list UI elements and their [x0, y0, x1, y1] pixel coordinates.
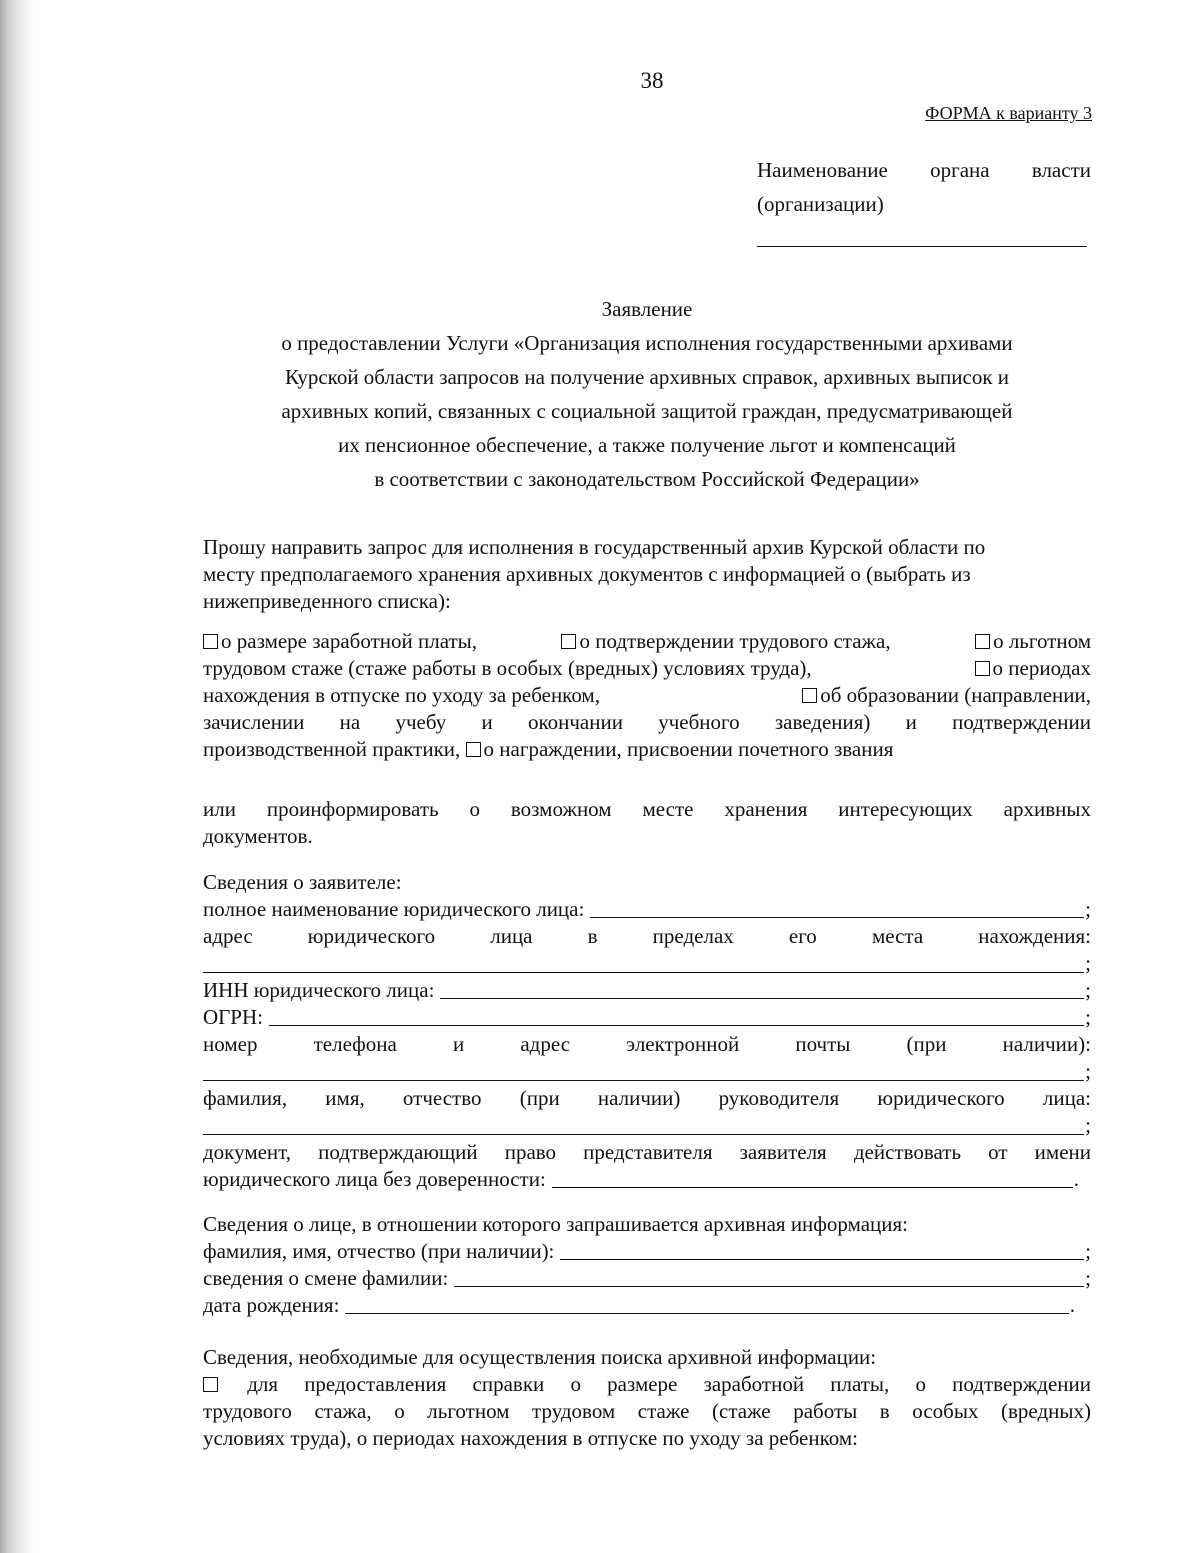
authority-word: власти [1031, 158, 1091, 182]
option-label: нахождения в отпуске по уходу за ребенком, [203, 683, 600, 707]
form-label: ФОРМА к варианту 3 [925, 103, 1092, 123]
title-line: в соответствии с законодательством Российской Федерации» [374, 467, 920, 491]
title-line: о предоставлении Услуги «Организация исполнения государственными архивами [281, 331, 1013, 355]
work-experience-checkbox[interactable] [561, 634, 576, 649]
option-label: трудовом стаже (стаже работы в особых (вредных) условиях труда), [203, 656, 812, 680]
head-label: фамилия, имя, отчество (при наличии) руководителя юридического лица: [203, 1086, 1091, 1110]
authority-word: Наименование [757, 158, 888, 182]
subject-heading: Сведения о лице, в отношении которого запрашивается архивная информация: [203, 1212, 909, 1236]
subject-section: Сведения о лице, в отношении которого запрашивается архивная информация: фамилия, имя, отчество (при наличии): ; сведения о смене фамилии: ; дата рождения: . [203, 1212, 1091, 1317]
fio-field[interactable] [560, 1258, 1084, 1260]
authority-doc-label-2: юридического лица без доверенности: [203, 1167, 546, 1191]
option-label: о периодах [992, 656, 1091, 680]
inn-label: ИНН юридического лица: [203, 978, 435, 1002]
option-label: о награждении, присвоении почетного звания [483, 737, 894, 761]
authority-word: органа [930, 158, 990, 182]
scan-edge-shadow [0, 0, 34, 1553]
request-line: нижеприведенного списка): [203, 589, 451, 613]
page-number: 38 [640, 68, 664, 93]
ogrn-label: ОГРН: [203, 1005, 263, 1029]
option-label: производственной практики, [203, 737, 461, 761]
full-name-label: полное наименование юридического лица: [203, 897, 585, 921]
full-name-field[interactable] [590, 916, 1084, 918]
birth-date-field[interactable] [345, 1312, 1068, 1314]
inform-line: документов. [203, 824, 313, 848]
option-label: об образовании (направлении, [820, 683, 1091, 707]
salary-checkbox[interactable] [203, 634, 218, 649]
inn-field[interactable] [440, 997, 1084, 999]
authority-name-block [757, 153, 1091, 221]
preferential-experience-checkbox[interactable] [975, 634, 990, 649]
search-line: трудового стажа, о льготном трудовом стаже (стаже работы в особых (вредных) [203, 1399, 1091, 1423]
surname-change-field[interactable] [454, 1285, 1084, 1287]
option-label: о подтверждении трудового стажа, [579, 629, 891, 653]
title-line: Курской области запросов на получение архивных справок, архивных выписок и [284, 365, 1010, 389]
option-label: о льготном [993, 629, 1091, 653]
authority-doc-label: документ, подтверждающий право представителя заявителя действовать от имени [203, 1140, 1091, 1164]
applicant-section: Сведения о заявителе: полное наименование юридического лица: ; адрес юридического лица в пределах его места нахождения: ; ИНН юридического лица: ; ОГРН: ; номер телефона и адрес электронной почты (при наличии): ; фамилия, имя, отчество (при наличии) руководителя юридического лица: ; документ, подтверждающий право представителя заявителя действовать от имени юридического лица без доверенности: . [203, 870, 1091, 1191]
contacts-label: номер телефона и адрес электронной почты (при наличии): [203, 1032, 1091, 1056]
contacts-field[interactable] [203, 1080, 1084, 1081]
search-line: для предоставления справки о размере заработной платы, о подтверждении [247, 1372, 1091, 1396]
authority-line2: (организации) [757, 192, 884, 216]
authority-doc-field[interactable] [552, 1186, 1073, 1188]
search-heading: Сведения, необходимые для осуществления поиска архивной информации: [203, 1345, 877, 1369]
applicant-heading: Сведения о заявителе: [203, 870, 402, 894]
option-label: о размере заработной платы, [221, 629, 478, 653]
salary-certificate-checkbox[interactable] [203, 1377, 218, 1392]
title-line: архивных копий, связанных с социальной защитой граждан, предусматривающей [281, 399, 1013, 423]
option-label: зачислении на учебу и окончании учебного заведения) и подтверждении [203, 710, 1091, 734]
fio-label: фамилия, имя, отчество (при наличии): [203, 1239, 555, 1263]
title-heading: Заявление [601, 297, 693, 321]
application-title [200, 292, 1094, 496]
search-line: условиях труда), о периодах нахождения в отпуске по уходу за ребенком: [203, 1426, 858, 1450]
info-options [203, 628, 1091, 763]
address-field[interactable] [203, 972, 1084, 973]
search-section [203, 1344, 1091, 1452]
parental-leave-checkbox[interactable] [975, 661, 990, 676]
request-paragraph [203, 534, 1091, 615]
inform-paragraph [203, 796, 1091, 850]
head-name-field[interactable] [203, 1134, 1084, 1135]
inform-line: или проинформировать о возможном месте хранения интересующих архивных [203, 797, 1091, 821]
authority-name-field[interactable] [757, 246, 1087, 247]
surname-change-label: сведения о смене фамилии: [203, 1266, 449, 1290]
birth-date-label: дата рождения: [203, 1293, 340, 1317]
ogrn-field[interactable] [269, 1024, 1084, 1026]
awards-checkbox[interactable] [466, 742, 481, 757]
education-checkbox[interactable] [802, 688, 817, 703]
address-label: адрес юридического лица в пределах его места нахождения: [203, 924, 1091, 948]
request-line: Прошу направить запрос для исполнения в государственный архив Курской области по [203, 535, 986, 559]
request-line: месту предполагаемого хранения архивных документов с информацией о (выбрать из [203, 562, 971, 586]
title-line: их пенсионное обеспечение, а также получение льгот и компенсаций [338, 433, 956, 457]
